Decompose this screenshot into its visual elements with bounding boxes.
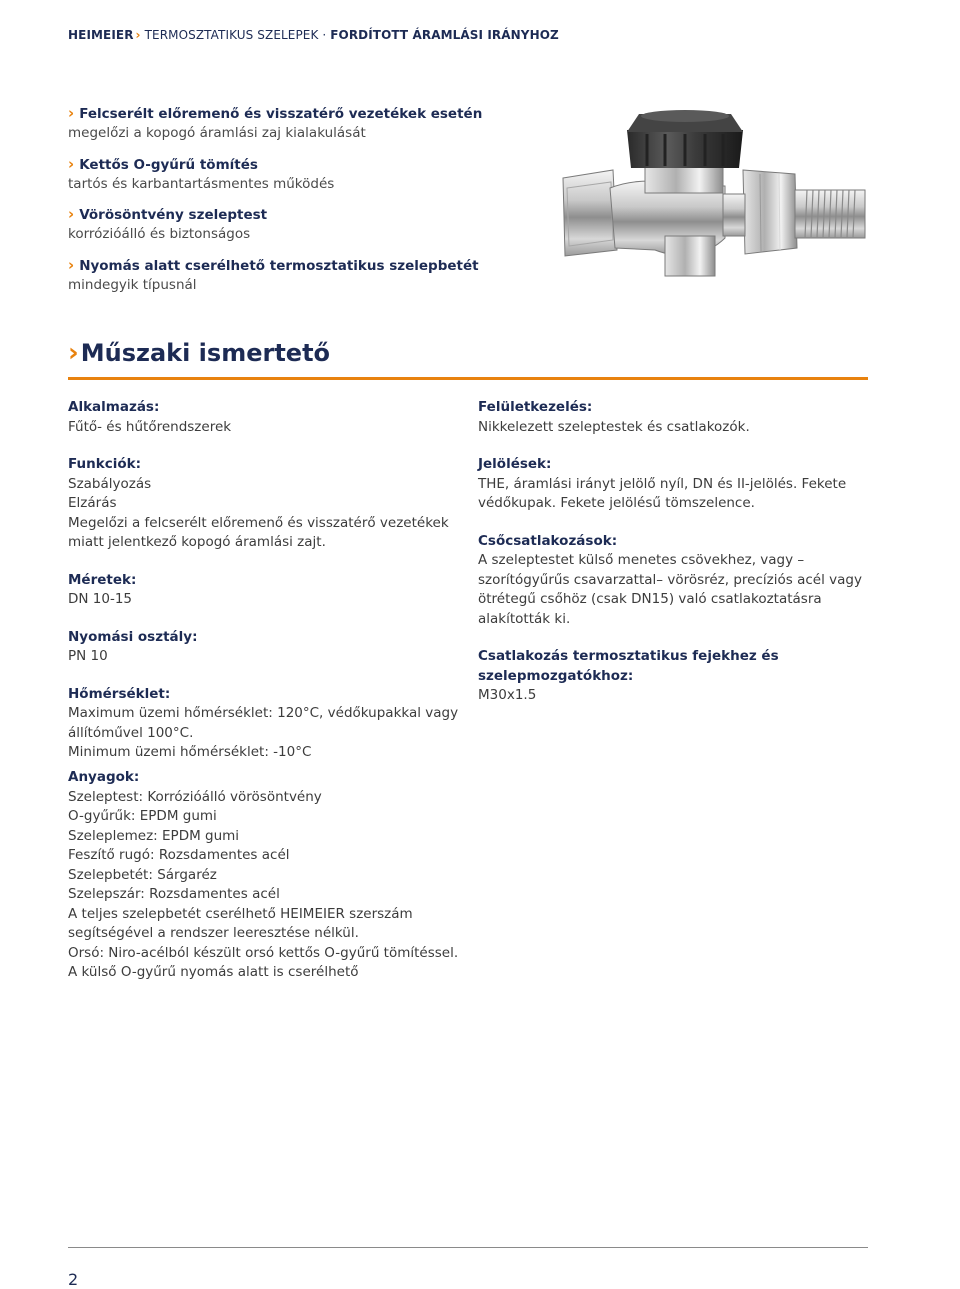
spec-value: Maximum üzemi hőmérséklet: 120°C, védőkupakkal vagy állítóművel 100°C. — [68, 705, 459, 741]
chevron-right-icon: › — [68, 338, 79, 368]
feature-title: Kettős O-gyűrű tömítés — [79, 157, 258, 173]
feature-desc: megelőzi a kopogó áramlási zaj kialakulását — [68, 125, 366, 141]
feature-title: Vörösöntvény szeleptest — [79, 207, 268, 223]
spec-value: Nikkelezett szeleptestek és csatlakozók. — [478, 418, 750, 435]
spec-value: DN 10-15 — [68, 591, 133, 607]
spec-value: Szelepbetét: Sárgaréz — [68, 866, 217, 883]
spec-temperature — [68, 685, 463, 763]
spec-value: Minimum üzemi hőmérséklet: -10°C — [68, 744, 312, 760]
page-number: 2 — [68, 1270, 79, 1289]
feature-item — [68, 205, 528, 244]
spec-functions — [68, 455, 463, 553]
spec-value: Feszítő rugó: Rozsdamentes acél — [68, 847, 290, 863]
spec-value: Megelőzi a felcserélt előremenő és visszatérő vezetékek miatt jelentkező kopogó áramlási zajt. — [68, 514, 449, 550]
feature-item — [68, 104, 528, 143]
footer-divider — [68, 1247, 868, 1248]
spec-value: Orsó: Niro-acélból készült orsó kettős O-gyűrű tömítéssel. — [68, 944, 459, 961]
spec-value: A szeleptestet külső menetes csövekhez, vagy – szorítógyűrűs csavarzattal– vörösréz, precíziós acél vagy ötrétegű csőhöz (csak DN15) való csatlakoztatásra alakították ki. — [478, 552, 862, 627]
section-title-text: Műszaki ismertető — [80, 339, 331, 367]
feature-title: Nyomás alatt cserélhető termosztatikus szelepbetét — [79, 258, 479, 274]
spec-pressure — [68, 628, 463, 667]
spec-label: Csatlakozás termosztatikus fejekhez és szelepmozgatókhoz: — [478, 648, 779, 684]
thermostatic-valve-photo — [555, 108, 875, 293]
section-title — [68, 338, 330, 368]
spec-value: M30x1.5 — [478, 687, 537, 703]
spec-pipe-connections — [478, 532, 873, 630]
spec-value: A teljes szelepbetét cserélhető HEIMEIER szerszám segítségével a rendszer leeresztése nélkül. — [68, 905, 413, 941]
feature-desc: tartós és karbantartásmentes működés — [68, 176, 335, 192]
chevron-right-icon: › — [68, 205, 75, 223]
feature-item — [68, 155, 528, 194]
feature-desc: korrózióálló és biztonságos — [68, 226, 251, 242]
spec-label: Alkalmazás: — [68, 399, 160, 415]
spec-label: Felületkezelés: — [478, 399, 593, 415]
spec-value: Szeleptest: Korrózióálló vörösöntvény — [68, 788, 322, 805]
spec-head-connection — [478, 647, 873, 706]
spec-label: Jelölések: — [478, 456, 552, 472]
header-subtitle: TERMOSZTATIKUS SZELEPEK · — [144, 28, 331, 42]
chevron-right-icon: › — [68, 256, 75, 274]
spec-right-column — [478, 398, 873, 724]
spec-surface — [478, 398, 873, 437]
chevron-right-icon: › — [68, 155, 75, 173]
spec-value: A külső O-gyűrű nyomás alatt is cserélhető — [68, 964, 359, 980]
spec-value: O-gyűrűk: EPDM gumi — [68, 808, 217, 824]
spec-materials — [68, 768, 488, 983]
spec-label: Csőcsatlakozások: — [478, 532, 618, 549]
chevron-right-icon: › — [135, 28, 141, 42]
page-header — [68, 28, 559, 42]
spec-label: Funkciók: — [68, 456, 142, 472]
spec-application — [68, 398, 463, 437]
spec-label: Hőmérséklet: — [68, 685, 171, 702]
spec-value: Szeleplemez: EPDM gumi — [68, 827, 240, 844]
spec-value: THE, áramlási irányt jelölő nyíl, DN és II-jelölés. Fekete védőkupak. Fekete jelölésű tömszelence. — [478, 475, 847, 511]
section-divider — [68, 377, 868, 380]
spec-markings — [478, 455, 873, 514]
header-subtitle-bold: FORDÍTOTT ÁRAMLÁSI IRÁNYHOZ — [330, 28, 559, 42]
feature-desc: mindegyik típusnál — [68, 277, 197, 293]
spec-label: Méretek: — [68, 571, 137, 588]
feature-item — [68, 256, 528, 295]
brand-name: HEIMEIER — [68, 28, 134, 42]
spec-value: Szabályozás — [68, 475, 152, 492]
spec-label: Nyomási osztály: — [68, 628, 198, 645]
chevron-right-icon: › — [68, 104, 75, 122]
spec-value: PN 10 — [68, 648, 108, 664]
feature-title: Felcserélt előremenő és visszatérő vezetékek esetén — [79, 106, 483, 122]
spec-left-column — [68, 398, 463, 781]
spec-sizes — [68, 571, 463, 610]
spec-label: Anyagok: — [68, 769, 140, 785]
spec-value: Szelepszár: Rozsdamentes acél — [68, 886, 280, 902]
spec-value: Elzárás — [68, 495, 117, 511]
spec-value: Fűtő- és hűtőrendszerek — [68, 418, 232, 435]
